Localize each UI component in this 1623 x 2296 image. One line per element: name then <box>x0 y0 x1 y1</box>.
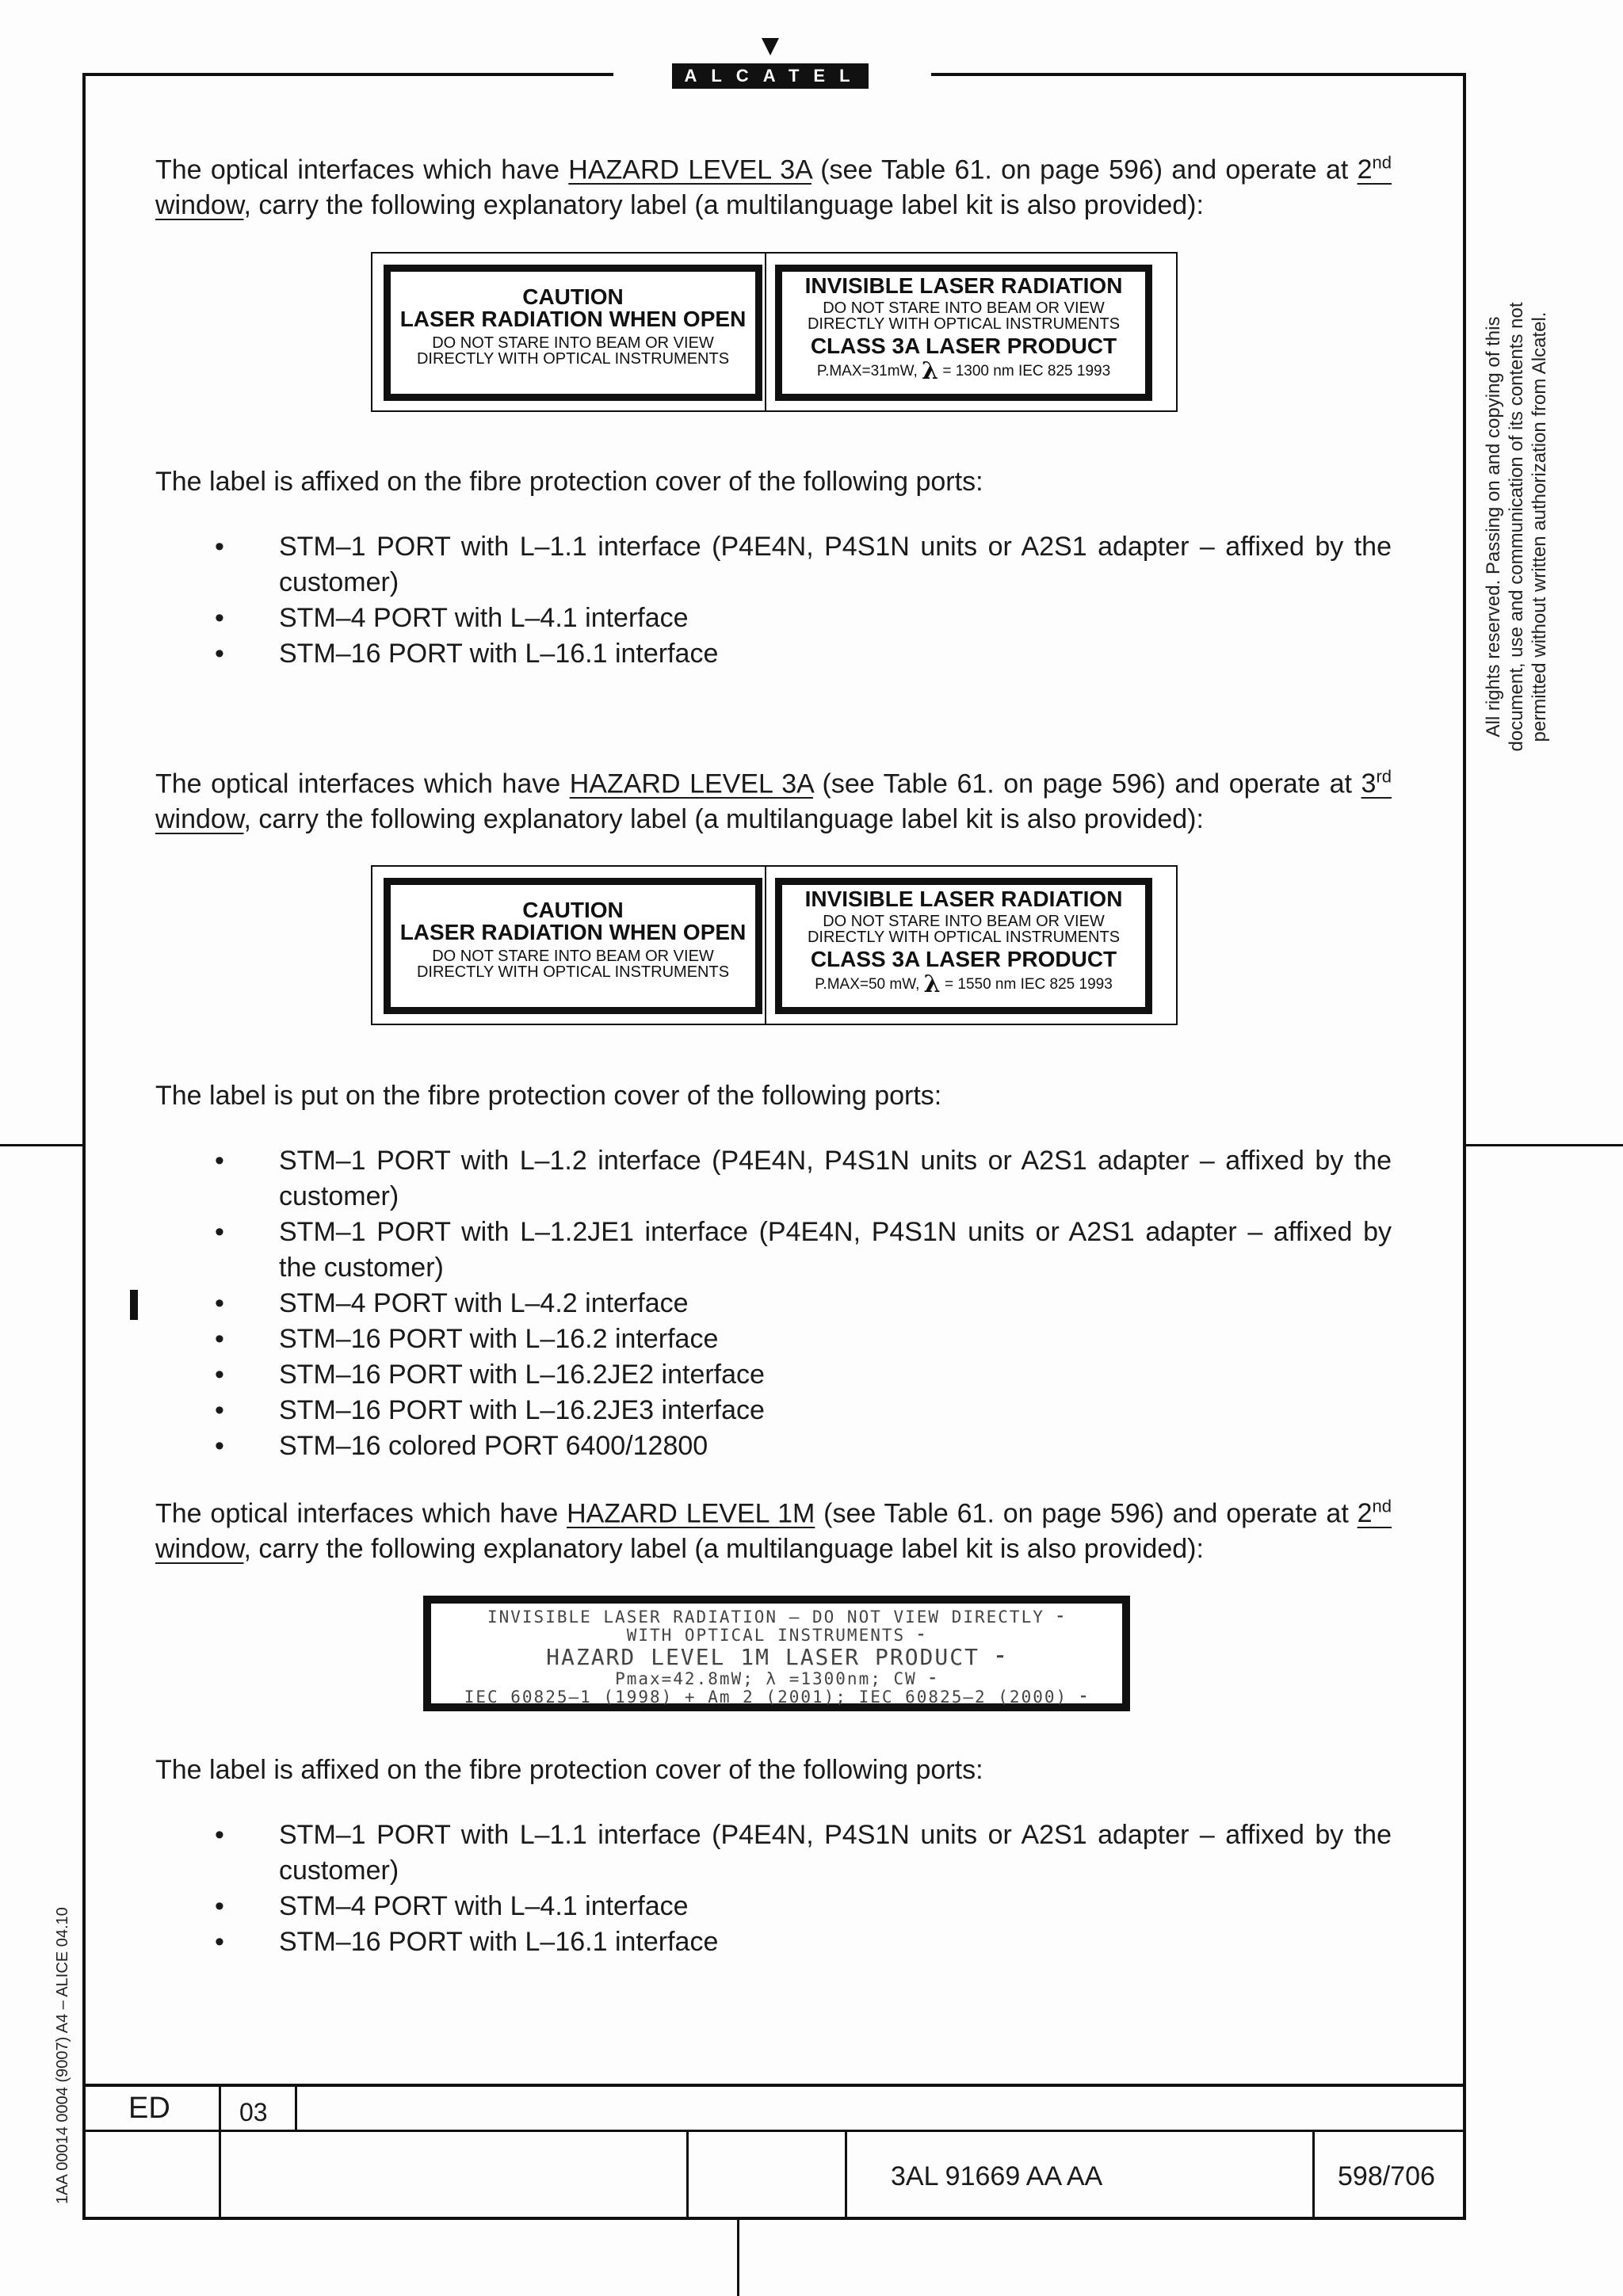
footer-table <box>82 2084 1465 2220</box>
fold-mark-right <box>1465 1144 1623 1146</box>
edition-label: ED <box>128 2092 170 2125</box>
document-form-code: 1AA 00014 0004 (9007) A4 – ALICE 04.10 <box>54 1907 71 2204</box>
list-item: • STM–1 PORT with L–1.1 interface (P4E4N, P4S1N units or A2S1 adapter – affixed by the customer) <box>155 1817 1392 1889</box>
list-item: • STM–16 PORT with L–16.2JE2 interface <box>155 1357 1392 1393</box>
section2-intro: The optical interfaces which have HAZARD LEVEL 3A (see Table 61. on page 596) and operate at 3rd window, carry the following explanatory label (a multilanguage label kit is also provided): <box>155 767 1392 835</box>
copyright-notice: All rights reserved. Passing on and copying of this document, use and communication of its contents not permitted without written authorization from Alcatel. <box>1483 302 1550 752</box>
edition-number: 03 <box>239 2098 268 2126</box>
list-item: • STM–16 PORT with L–16.2 interface <box>155 1322 1392 1357</box>
revision-change-bar <box>130 1290 138 1320</box>
section3-port-list <box>155 1817 1392 1960</box>
fold-mark-bottom <box>737 2220 739 2296</box>
list-item: • STM–1 PORT with L–1.2 interface (P4E4N, P4S1N units or A2S1 adapter – affixed by the customer) <box>155 1143 1392 1215</box>
section2-after: The label is put on the fibre protection cover of the following ports: <box>155 1081 942 1111</box>
fold-mark-left <box>0 1144 84 1146</box>
hazard-level: HAZARD LEVEL 3A <box>568 154 812 185</box>
list-item: • STM–16 colored PORT 6400/12800 <box>155 1428 1392 1464</box>
section1-intro: The optical interfaces which have HAZARD LEVEL 3A (see Table 61. on page 596) and operate at 2nd window, carry the following explanatory label (a multilanguage label kit is also provided): <box>155 153 1392 221</box>
logo-triangle-icon <box>762 38 779 55</box>
frame-top-left <box>84 73 613 76</box>
caution-panel: CAUTION LASER RADIATION WHEN OPEN DO NOT STARE INTO BEAM OR VIEW DIRECTLY WITH OPTICAL INSTRUMENTS <box>384 265 762 401</box>
list-item: • STM–4 PORT with L–4.1 interface <box>155 601 1392 636</box>
section1-after: The label is affixed on the fibre protection cover of the following ports: <box>155 467 983 497</box>
laser-warning-label <box>371 252 1178 412</box>
hazard-1m-label: INVISIBLE LASER RADIATION – DO NOT VIEW DIRECTLY ⁃ WITH OPTICAL INSTRUMENTS ⁃ HAZARD LEVEL 1M LASER PRODUCT ⁃ Pmax=42.8mW; λ =1300nm; CW ⁃ IEC 60825–1 (1998) + Am 2 (2001); IEC 60825–2 (2000) ⁃ <box>423 1596 1130 1711</box>
page-number: 598/706 <box>1338 2161 1435 2191</box>
hazard-level: HAZARD LEVEL 3A <box>569 769 813 799</box>
radiation-panel: INVISIBLE LASER RADIATION DO NOT STARE INTO BEAM OR VIEW DIRECTLY WITH OPTICAL INSTRUMENTS CLASS 3A LASER PRODUCT P.MAX=50 mW, λ = 1550 nm IEC 825 1993 <box>775 878 1152 1014</box>
radiation-panel: INVISIBLE LASER RADIATION DO NOT STARE INTO BEAM OR VIEW DIRECTLY WITH OPTICAL INSTRUMENTS CLASS 3A LASER PRODUCT P.MAX=31mW, λ = 1300 nm IEC 825 1993 <box>775 265 1152 401</box>
list-item: • STM–4 PORT with L–4.1 interface <box>155 1889 1392 1924</box>
frame-right <box>1463 73 1466 2220</box>
frame-left <box>82 73 86 2220</box>
section3-intro: The optical interfaces which have HAZARD LEVEL 1M (see Table 61. on page 596) and operate at 2nd window, carry the following explanatory label (a multilanguage label kit is also provided): <box>155 1497 1392 1565</box>
logo-text: ALCATEL <box>672 63 869 89</box>
document-number: 3AL 91669 AA AA <box>891 2161 1103 2191</box>
lambda-symbol: λ <box>923 971 941 998</box>
laser-warning-label <box>371 865 1178 1025</box>
section1-port-list <box>155 529 1392 672</box>
frame-top-right <box>931 73 1466 76</box>
alcatel-logo <box>672 38 869 89</box>
section2-port-list <box>155 1143 1392 1464</box>
list-item: • STM–16 PORT with L–16.2JE3 interface <box>155 1393 1392 1428</box>
lambda-symbol: λ <box>922 357 939 385</box>
caution-panel: CAUTION LASER RADIATION WHEN OPEN DO NOT STARE INTO BEAM OR VIEW DIRECTLY WITH OPTICAL INSTRUMENTS <box>384 878 762 1014</box>
list-item: • STM–16 PORT with L–16.1 interface <box>155 1924 1392 1960</box>
list-item: • STM–4 PORT with L–4.2 interface <box>155 1286 1392 1322</box>
list-item: • STM–16 PORT with L–16.1 interface <box>155 636 1392 672</box>
list-item: • STM–1 PORT with L–1.1 interface (P4E4N, P4S1N units or A2S1 adapter – affixed by the customer) <box>155 529 1392 601</box>
list-item: • STM–1 PORT with L–1.2JE1 interface (P4E4N, P4S1N units or A2S1 adapter – affixed by the customer) <box>155 1215 1392 1286</box>
section3-after: The label is affixed on the fibre protection cover of the following ports: <box>155 1755 983 1785</box>
hazard-level: HAZARD LEVEL 1M <box>567 1498 815 1529</box>
